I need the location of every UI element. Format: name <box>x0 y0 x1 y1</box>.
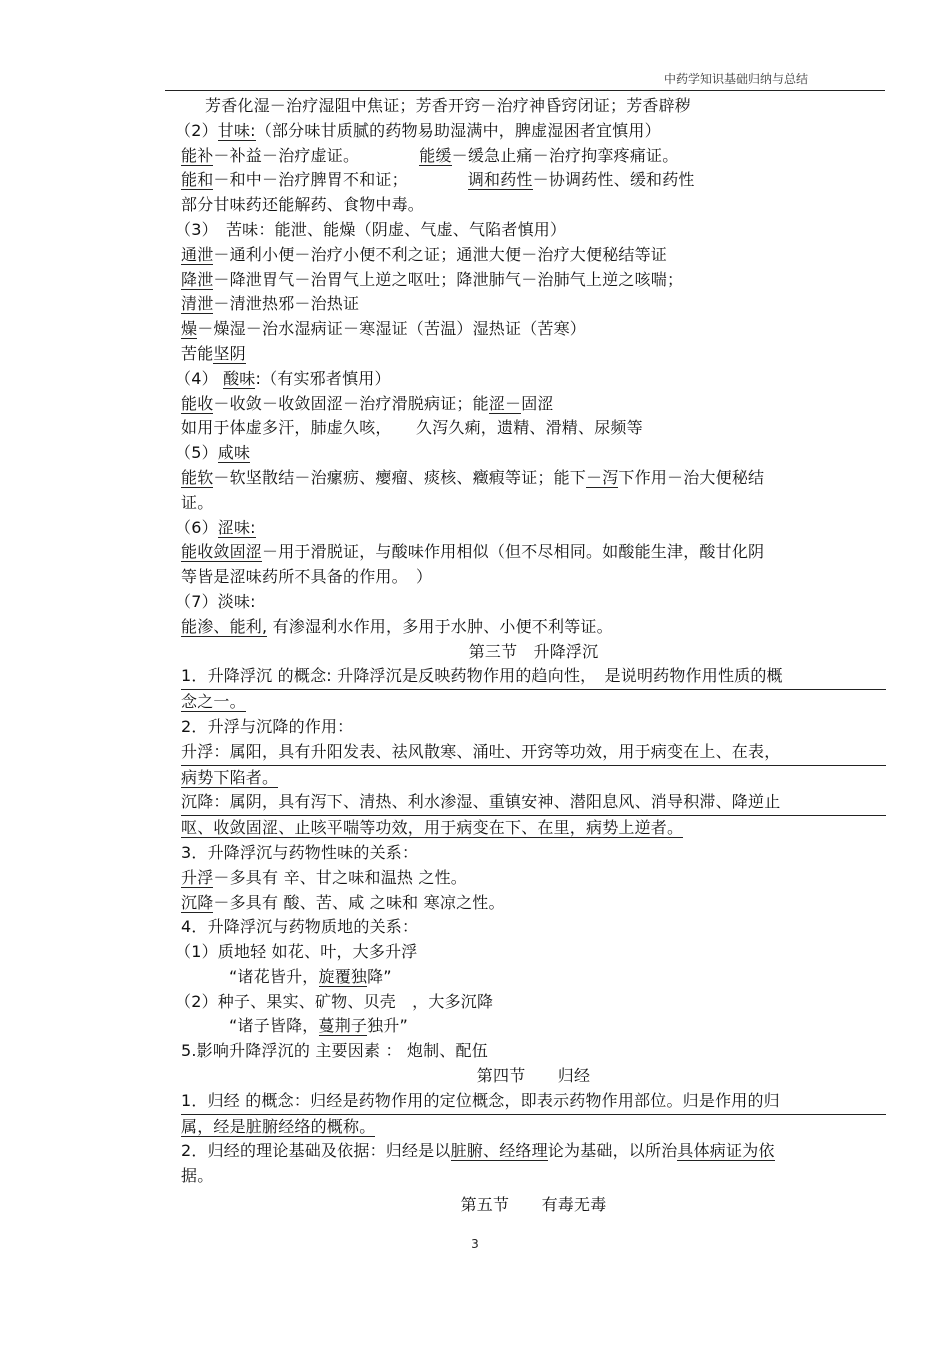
text-line: “诸子皆降，蔓荆子独升” <box>229 1016 408 1036</box>
text-line: 4．升降浮沉与药物质地的关系： <box>181 917 419 937</box>
text-line: 5.影响升降浮沉的 主要因素 ： 炮制、配伍 <box>181 1041 488 1061</box>
text-line: （6）涩味: <box>175 517 256 537</box>
text-line: 证。 <box>181 492 214 512</box>
text-line: （4） 酸味:（有实邪者慎用） <box>175 368 391 388</box>
text-line: 据。 <box>181 1166 214 1186</box>
text-line: 呕、收敛固涩、止咳平喘等功效，用于病变在下、在里，病势上逆者。 <box>181 818 684 838</box>
text-line: 芳香化湿－治疗湿阻中焦证；芳香开窍－治疗神昏窍闭证；芳香辟秽 <box>205 96 692 115</box>
text-line: 等皆是涩味药所不具备的作用。 ） <box>181 567 433 587</box>
text-line: 3．升降浮沉与药物性味的关系： <box>181 842 419 862</box>
text-line: （2）甘味:（部分味甘质腻的药物易助湿满中，脾虚湿困者宜慎用） <box>175 120 661 140</box>
section-heading: 第四节 归经 <box>476 1066 591 1086</box>
text-line: 念之一。 <box>181 692 246 712</box>
text-line: “诸花皆升，旋覆独降” <box>229 966 392 986</box>
text-line: 能和－和中－治疗脾胃不和证； 调和药性－协调药性、缓和药性 <box>181 170 695 190</box>
section-heading: 第五节 有毒无毒 <box>460 1195 607 1215</box>
text-line: 1．升降浮沉 的概念: 升降浮沉是反映药物作用的趋向性， 是说明药物作用性质的概 <box>181 664 886 690</box>
text-line: （1）质地轻 如花、叶，大多升浮 <box>175 942 418 962</box>
text-line: 部分甘味药还能解药、食物中毒。 <box>181 195 425 215</box>
text-line: 降泄－降泄胃气－治胃气上逆之呕吐；降泄肺气－治肺气上逆之咳喘； <box>181 269 684 289</box>
section-heading: 第三节 升降浮沉 <box>468 641 599 661</box>
text-line: 沉降：属阴，具有泻下、清热、利水渗湿、重镇安神、潜阳息风、消导积滞、降逆止 <box>181 790 886 816</box>
text-line: 如用于体虚多汗，肺虚久咳， 久泻久痢，遗精、滑精、尿频等 <box>181 418 643 438</box>
text-line: 能收敛固涩－用于滑脱证，与酸味作用相似（但不尽相同。如酸能生津，酸甘化阴 <box>181 542 765 562</box>
text-line: 病势下陷者。 <box>181 767 279 787</box>
text-line: 能收－收敛－收敛固涩－治疗滑脱病证；能涩－固涩 <box>181 393 554 413</box>
text-line: 能渗、能利, 有渗湿利水作用，多用于水肿、小便不利等证。 <box>181 616 613 636</box>
running-header: 中药学知识基础归纳与总结 <box>663 72 808 86</box>
text-line: 能软－软坚散结－治瘰疬、瘿瘤、痰核、癥瘕等证；能下－泻下作用－治大便秘结 <box>181 467 765 487</box>
text-line: 苦能坚阴 <box>181 343 246 363</box>
text-line: 能补－补益－治疗虚证。 能缓－缓急止痛－治疗拘挛疼痛证。 <box>181 145 679 165</box>
text-line: （7）淡味: <box>175 591 256 611</box>
text-line: 通泄－通利小便－治疗小便不利之证；通泄大便－治疗大便秘结等证 <box>181 244 668 264</box>
text-line: 升浮－多具有 辛、甘之味和温热 之性。 <box>181 867 467 887</box>
text-line: （3） 苦味：能泄、能燥（阴虚、气虚、气陷者慎用） <box>175 219 567 239</box>
text-line: 沉降－多具有 酸、苦、咸 之味和 寒凉之性。 <box>181 892 505 912</box>
text-line: 燥－燥湿－治水湿病证－寒湿证（苦温）湿热证（苦寒） <box>181 319 587 339</box>
text-line: 2．升浮与沉降的作用： <box>181 716 354 736</box>
text-line: （2）种子、果实、矿物、贝壳 ，大多沉降 <box>175 991 494 1011</box>
text-line: 属，经是脏腑经络的概称。 <box>181 1116 376 1136</box>
header-rule <box>165 90 885 91</box>
page-number: 3 <box>471 1237 479 1251</box>
text-line: （5）咸味 <box>175 443 251 463</box>
text-line: 1．归经 的概念：归经是药物作用的定位概念，即表示药物作用部位。归是作用的归 <box>181 1089 886 1115</box>
document-body <box>175 94 886 1218</box>
text-line: 清泄－清泄热邪－治热证 <box>181 294 360 314</box>
text-line: 2．归经的理论基础及依据：归经是以脏腑、经络理论为基础，以所治具体病证为依 <box>181 1141 775 1161</box>
text-line: 升浮：属阳，具有升阳发表、祛风散寒、涌吐、开窍等功效，用于病变在上、在表， <box>181 740 886 766</box>
